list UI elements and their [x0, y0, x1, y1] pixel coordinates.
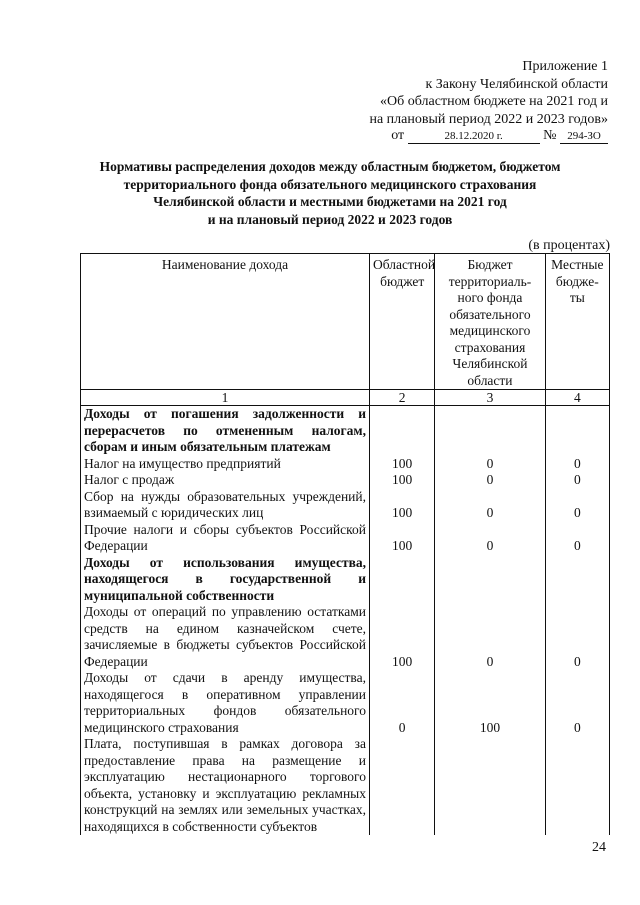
local-budgets-cell: 0 [545, 522, 609, 555]
law-number: 294-ЗО [560, 130, 608, 144]
law-date: 28.12.2020 г. [408, 130, 540, 144]
insurance-fund-cell: 0 [435, 472, 545, 489]
column-number: 4 [545, 390, 609, 406]
income-name-cell: Прочие налоги и сборы субъектов Российской Федерации [81, 522, 370, 555]
revenue-distribution-table [80, 253, 610, 835]
insurance-fund-cell: 0 [435, 456, 545, 473]
regional-budget-cell [370, 736, 435, 835]
column-number: 3 [435, 390, 545, 406]
local-budgets-cell: 0 [545, 456, 609, 473]
income-name-cell: Доходы от использования имущества, находящегося в государственной и муниципальной собственности [81, 555, 370, 605]
unit-note: (в процентах) [528, 238, 610, 253]
appendix-header [369, 58, 608, 128]
appendix-line: на плановый период 2022 и 2023 годов» [369, 111, 608, 127]
header-row [81, 254, 610, 390]
local-budgets-cell: 0 [545, 670, 609, 736]
insurance-fund-cell: 100 [435, 670, 545, 736]
table-row [81, 670, 610, 736]
document-title [60, 158, 600, 228]
insurance-fund-cell [435, 555, 545, 605]
income-name-cell: Налог с продаж [81, 472, 370, 489]
appendix-line: «Об областном бюджете на 2021 год и [380, 94, 608, 109]
table-row [81, 456, 610, 473]
table-row [81, 604, 610, 670]
header-income-name: Наименование дохода [81, 254, 370, 390]
insurance-fund-cell [435, 406, 545, 456]
appendix-line: к Закону Челябинской области [425, 76, 608, 92]
regional-budget-cell [370, 555, 435, 605]
column-number: 2 [370, 390, 435, 406]
income-name-cell: Доходы от сдачи в аренду имущества, находящегося в оперативном управлении территориальных фондов обязательного медицинского страхования [81, 670, 370, 736]
table-row [81, 406, 610, 456]
income-name-cell: Доходы от погашения задолженности и перерасчетов по отмененным налогам, сборам и иным обязательным платежам [81, 406, 370, 456]
from-label: от [391, 128, 405, 143]
regional-budget-cell: 0 [370, 670, 435, 736]
regional-budget-cell: 100 [370, 456, 435, 473]
table-row [81, 522, 610, 555]
local-budgets-cell [545, 555, 609, 605]
table-row [81, 489, 610, 522]
income-name-cell: Налог на имущество предприятий [81, 456, 370, 473]
regional-budget-cell: 100 [370, 604, 435, 670]
header-regional-budget: Областной бюджет [370, 254, 435, 390]
page-number: 24 [592, 840, 606, 855]
header-local-budgets: Местные бюдже-ты [545, 254, 609, 390]
regional-budget-cell: 100 [370, 489, 435, 522]
table-row [81, 555, 610, 605]
insurance-fund-cell: 0 [435, 489, 545, 522]
insurance-fund-cell: 0 [435, 604, 545, 670]
table-row [81, 736, 610, 835]
law-date-number [391, 128, 608, 144]
regional-budget-cell: 100 [370, 522, 435, 555]
local-budgets-cell: 0 [545, 604, 609, 670]
income-name-cell: Плата, поступившая в рамках договора за предоставление права на размещение и эксплуатацию нестационарного торгового объекта, установку и эксплуатацию рекламных конструкций на землях или земельных участках, находящихся в собственности субъектов [81, 736, 370, 835]
appendix-line: Приложение 1 [522, 59, 608, 74]
income-name-cell: Сбор на нужды образовательных учреждений, взимаемый с юридических лиц [81, 489, 370, 522]
title-line: и на плановый период 2022 и 2023 годов [207, 211, 453, 227]
column-number: 1 [81, 390, 370, 406]
insurance-fund-cell: 0 [435, 522, 545, 555]
header-insurance-fund-budget: Бюджет территориаль-ного фонда обязательного медицинского страхования Челябинской области [435, 254, 545, 390]
title-line: территориального фонда обязательного медицинского страхования [123, 176, 537, 192]
income-name-cell: Доходы от операций по управлению остатками средств на едином казначейском счете, зачисляемые в бюджеты субъектов Российской Федерации [81, 604, 370, 670]
local-budgets-cell [545, 406, 609, 456]
number-label: № [543, 128, 557, 143]
local-budgets-cell: 0 [545, 472, 609, 489]
title-line: Нормативы распределения доходов между областным бюджетом, бюджетом [99, 159, 561, 174]
title-line: Челябинской области и местными бюджетами на 2021 год [153, 194, 507, 209]
insurance-fund-cell [435, 736, 545, 835]
column-number-row [81, 390, 610, 406]
regional-budget-cell: 100 [370, 472, 435, 489]
table-row [81, 472, 610, 489]
local-budgets-cell [545, 736, 609, 835]
local-budgets-cell: 0 [545, 489, 609, 522]
regional-budget-cell [370, 406, 435, 456]
